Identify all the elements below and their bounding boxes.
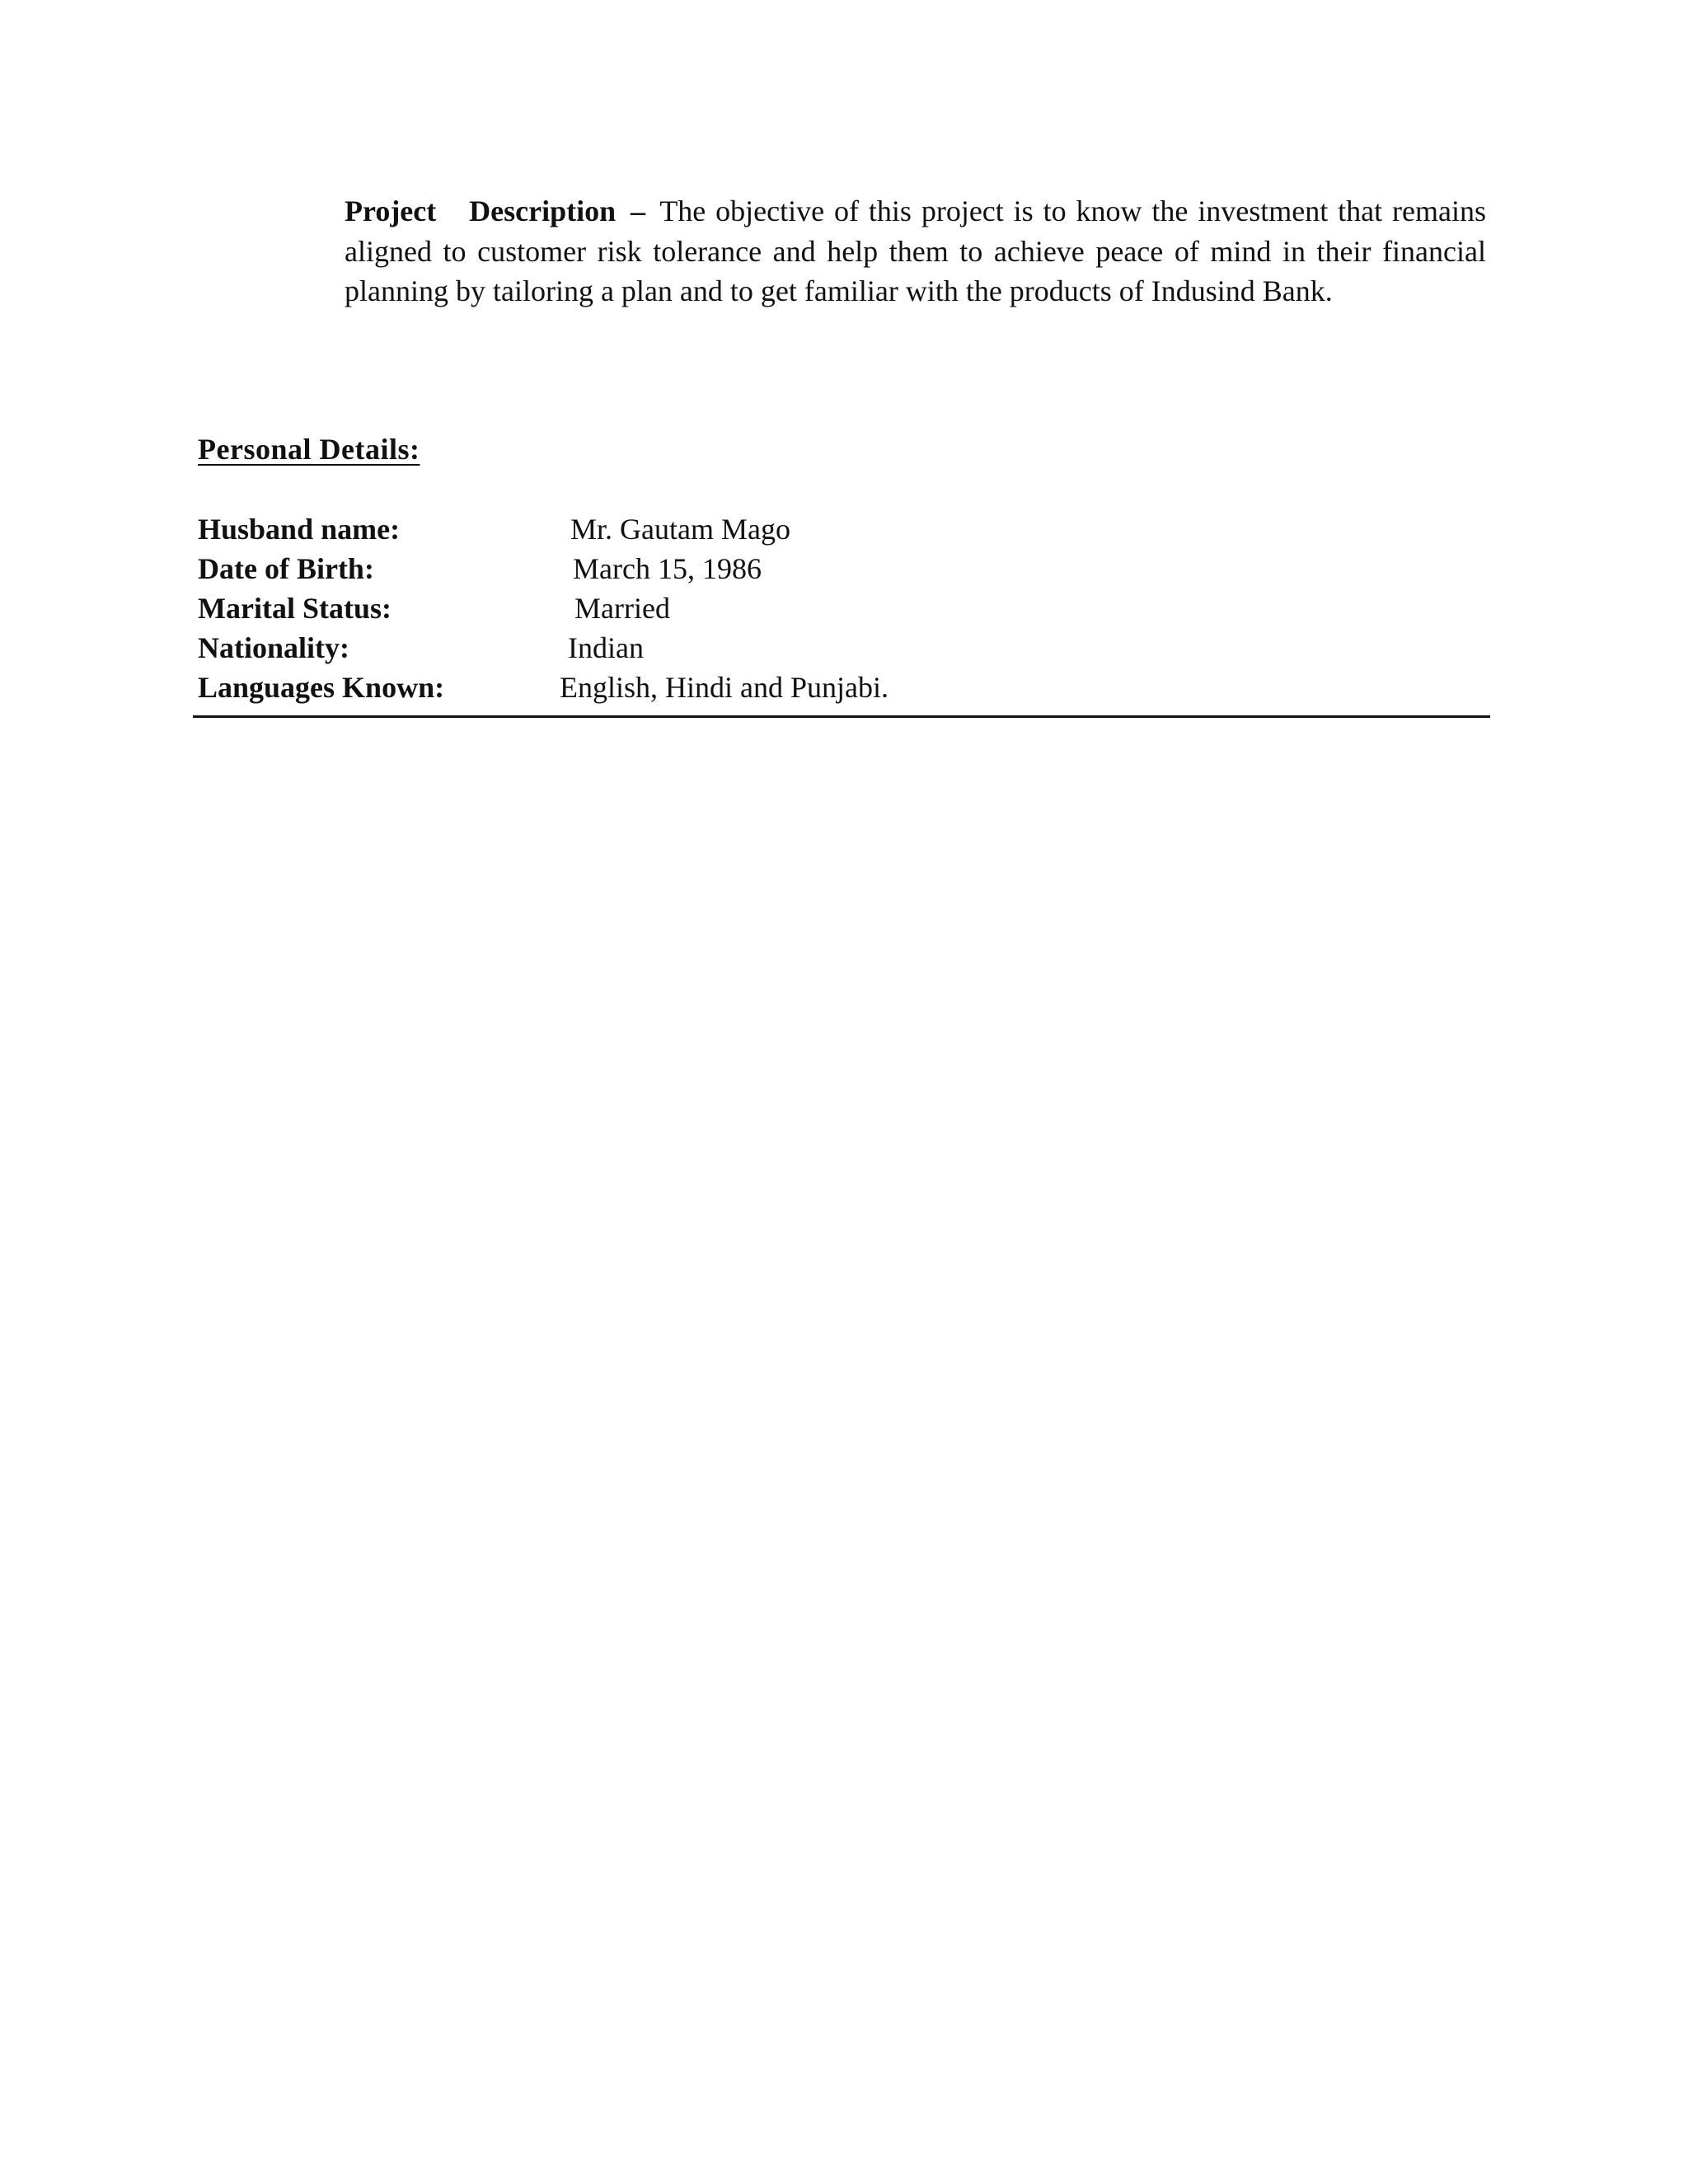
project-description-paragraph	[345, 191, 1486, 312]
detail-value: Married	[574, 592, 670, 625]
detail-row-nationality	[198, 628, 1484, 668]
project-description-label: Project Description	[345, 194, 617, 227]
detail-label: Date of Birth:	[198, 552, 374, 585]
detail-row-date-of-birth	[198, 549, 1484, 588]
detail-value: March 15, 1986	[573, 552, 762, 585]
detail-label: Husband name:	[198, 513, 401, 546]
detail-label: Languages Known:	[198, 671, 445, 704]
detail-value: Mr. Gautam Mago	[570, 513, 790, 546]
detail-value: English, Hindi and Punjabi.	[560, 671, 889, 704]
detail-row-marital-status	[198, 588, 1484, 628]
section-divider	[193, 715, 1490, 718]
project-description-text: The objective of this project is to know the investment that remains aligned to customer risk tolerance and help them to achieve peace of mind in their financial planning by tailoring a plan and to get familiar with the products of Indusind Bank.	[345, 194, 1487, 307]
project-description-dash: –	[631, 194, 646, 227]
detail-label: Nationality:	[198, 631, 349, 664]
detail-row-husband-name	[198, 509, 1484, 549]
personal-details-heading: Personal Details:	[198, 433, 420, 466]
detail-value: Indian	[568, 631, 644, 664]
detail-label: Marital Status:	[198, 592, 392, 625]
personal-details-list	[198, 509, 1484, 707]
detail-row-languages-known	[198, 668, 1484, 707]
